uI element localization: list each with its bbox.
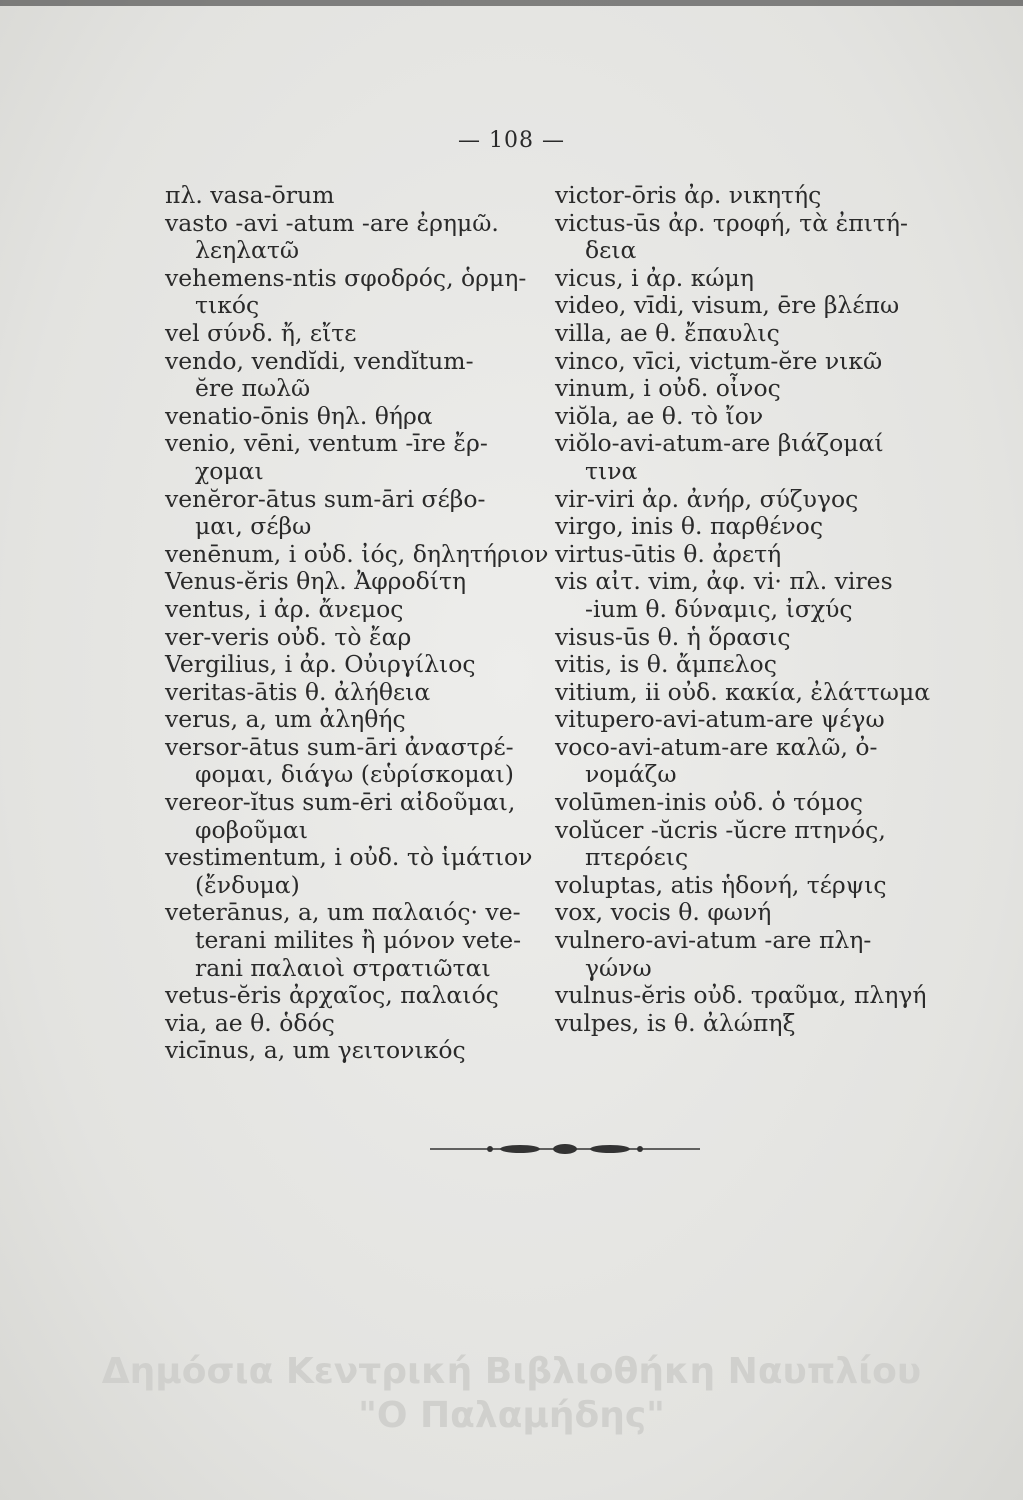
dictionary-entry-line: vicīnus, a, um γειτονικός: [165, 1036, 466, 1065]
page-number: — 108 —: [458, 128, 565, 153]
dictionary-entry-line: verus, a, um ἀληθής: [165, 705, 406, 734]
dictionary-entry-line: πτερόεις: [585, 843, 689, 872]
dictionary-entry-line: γώνω: [585, 953, 652, 982]
dictionary-entry-line: φομαι, διάγω (εὑρίσκομαι): [195, 760, 514, 789]
dictionary-entry-line: rani παλαιοὶ στρατιῶται: [195, 953, 491, 982]
dictionary-entry-line: vitium, ii οὐδ. κακία, ἐλάττωμα: [555, 677, 931, 706]
dictionary-entry-line: veterānus, a, um παλαιός· ve-: [165, 898, 521, 927]
dictionary-entry-line: veritas-ātis θ. ἀλήθεια: [165, 677, 431, 706]
dictionary-entry-line: voluptas, atis ἡδονή, τέρψις: [555, 870, 887, 899]
dictionary-entry-line: viŏlo-avi-atum-are βιάζομαί: [555, 429, 884, 458]
dictionary-entry-line: terani milites ἢ μόνον vete-: [195, 926, 522, 955]
dictionary-entry-line: venio, vēni, ventum -īre ἔρ-: [165, 429, 488, 458]
dictionary-entry-line: virgo, inis θ. παρθένος: [555, 512, 823, 541]
dictionary-entry-line: ventus, i ἀρ. ἄνεμος: [165, 594, 404, 623]
dictionary-entry-line: ĕre πωλῶ: [195, 374, 311, 403]
dictionary-entry-line: vulpes, is θ. ἀλώπηξ: [555, 1008, 796, 1037]
dictionary-entry-line: Vergilius, i ἀρ. Οὐιργίλιος: [165, 650, 476, 679]
dictionary-entry-line: vinco, vīci, victum-ĕre νικῶ: [555, 346, 883, 375]
dictionary-entry-line: vestimentum, i οὐδ. τὸ ἱμάτιον: [165, 843, 533, 872]
dictionary-entry-line: vulnero-avi-atum -are πλη-: [555, 926, 872, 955]
dictionary-entry-line: vicus, i ἀρ. κώμη: [555, 263, 754, 292]
dictionary-entry-line: vel σύνδ. ἤ, εἴτε: [165, 318, 357, 347]
dictionary-entry-line: ver-veris οὐδ. τὸ ἔαρ: [165, 622, 412, 651]
dictionary-entry-line: vis αἰτ. vim, ἀφ. vi· πλ. vires: [555, 567, 893, 596]
dictionary-entry-line: vereor-ĭtus sum-ēri αἰδοῦμαι,: [165, 788, 516, 817]
dictionary-entry-line: volūmen-inis οὐδ. ὁ τόμος: [555, 788, 863, 817]
dictionary-entry-line: vendo, vendĭdi, vendĭtum-: [165, 346, 474, 375]
dictionary-entry-line: vir-viri ἀρ. ἀνήρ, σύζυγος: [555, 484, 859, 513]
dictionary-entry-line: μαι, σέβω: [195, 512, 312, 541]
dictionary-entry-line: vulnus-ĕris οὐδ. τραῦμα, πληγή: [555, 981, 927, 1010]
dictionary-entry-line: venĕror-ātus sum-āri σέβο-: [165, 484, 486, 513]
scan-edge: [0, 0, 1023, 6]
dictionary-entry-line: νομάζω: [585, 760, 677, 789]
dictionary-entry-line: φοβοῦμαι: [195, 815, 308, 844]
dictionary-entry-line: video, vīdi, visum, ēre βλέπω: [555, 291, 900, 320]
dictionary-entry-line: virtus-ūtis θ. ἀρετή: [555, 539, 782, 568]
library-watermark: [0, 1350, 1023, 1438]
dictionary-entry-line: versor-ātus sum-āri ἀναστρέ-: [165, 732, 514, 761]
dictionary-entry-line: vasto -avi -atum -are ἐρημῶ.: [165, 208, 499, 237]
right-column: [555, 182, 935, 1037]
dictionary-entry-line: venēnum, i οὐδ. ἰός, δηλητήριον: [165, 539, 549, 568]
dictionary-entry-line: χομαι: [195, 456, 264, 485]
dictionary-entry-line: volŭcer -ŭcris -ŭcre πτηνός,: [555, 815, 886, 844]
dictionary-entry-line: voco-avi-atum-are καλῶ, ὀ-: [555, 732, 878, 761]
dictionary-entry-line: Venus-ĕris θηλ. Ἀφροδίτη: [165, 567, 467, 596]
dictionary-entry-line: vehemens-ntis σφοδρός, ὁρμη-: [165, 263, 527, 292]
dictionary-entry-line: viŏla, ae θ. τὸ ἴον: [555, 401, 764, 430]
dictionary-entry-line: victus-ūs ἀρ. τροφή, τὰ ἐπιτή-: [555, 208, 908, 237]
dictionary-entry-line: venatio-ōnis θηλ. θήρα: [165, 401, 433, 430]
dictionary-entry-line: πλ. vasa-ōrum: [165, 181, 335, 209]
left-column: [165, 182, 550, 1065]
dictionary-entry-line: δεια: [585, 236, 637, 265]
dictionary-entry-line: vitupero-avi-atum-are ψέγω: [555, 705, 885, 734]
watermark-line-1: Δημόσια Κεντρική Βιβλιοθήκη Ναυπλίου: [101, 1351, 922, 1392]
dictionary-entry-line: visus-ūs θ. ἡ ὅρασις: [555, 622, 791, 651]
dictionary-entry-line: vetus-ĕris ἀρχαῖος, παλαιός: [165, 981, 499, 1010]
dictionary-entry-line: vinum, i οὐδ. οἶνος: [555, 374, 781, 403]
dictionary-entry-line: vitis, is θ. ἄμπελος: [555, 650, 777, 679]
dictionary-entry-line: (ἔνδυμα): [195, 870, 300, 899]
dictionary-entry-line: vox, vocis θ. φωνή: [555, 898, 772, 927]
dictionary-entry-line: villa, ae θ. ἔπαυλις: [555, 318, 780, 347]
ornament-divider-icon: [430, 1140, 700, 1158]
dictionary-entry-line: λεηλατῶ: [195, 236, 300, 265]
dictionary-entry-line: via, ae θ. ὁδός: [165, 1008, 335, 1037]
dictionary-entry-line: -ium θ. δύναμις, ἰσχύς: [585, 594, 853, 623]
dictionary-entry-line: victor-ōris ἀρ. νικητής: [555, 181, 822, 209]
dictionary-entry-line: τινα: [585, 456, 638, 485]
dictionary-entry-line: τικός: [195, 291, 260, 320]
watermark-line-2: "Ο Παλαμήδης": [358, 1395, 665, 1436]
